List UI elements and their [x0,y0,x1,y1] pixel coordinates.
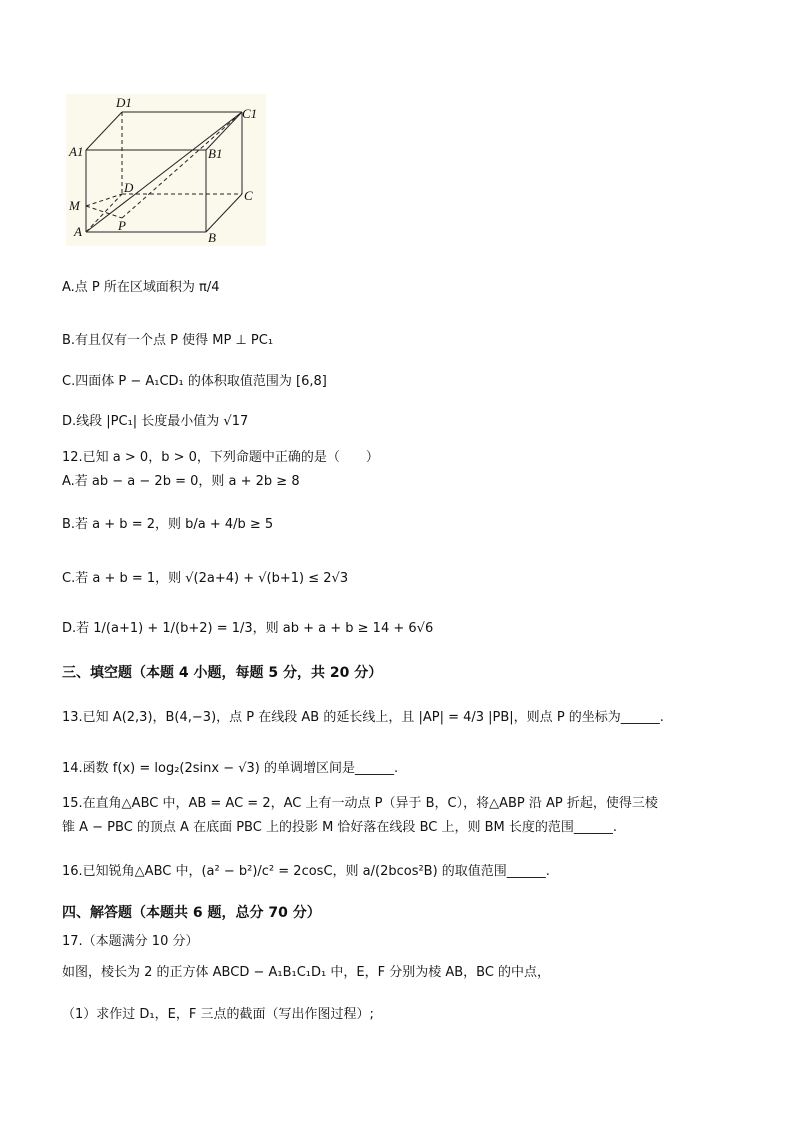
segment-mp [86,206,122,218]
label-d: D [124,180,134,195]
edge-bc [206,194,242,232]
q12-option-a: A.若 ab − a − 2b = 0，则 a + 2b ≥ 8 [62,474,300,489]
label-b1: B1 [208,146,223,161]
q17-body: 如图，棱长为 2 的正方体 ABCD − A₁B₁C₁D₁ 中，E，F 分别为棱 AB，BC 的中点， [62,965,551,980]
q17-part1: （1）求作过 D₁，E，F 三点的截面（写出作图过程）; [62,1007,374,1022]
q11-option-a: A.点 P 所在区域面积为 π/4 [62,280,220,295]
section-3-heading: 三、填空题（本题 4 小题，每题 5 分，共 20 分） [62,665,383,681]
q15-line1: 15.在直角△ABC 中，AB = AC = 2，AC 上有一动点 P（异于 B，C），将△ABP 沿 AP 折起，使得三棱 [62,796,658,811]
label-p: P [118,218,126,233]
edge-b1c1 [206,112,242,150]
edge-a1d1 [86,112,122,150]
q15-line2: 锥 A − PBC 的顶点 A 在底面 PBC 上的投影 M 恰好落在线段 BC 上，则 BM 长度的范围______. [62,820,617,835]
label-c1: C1 [242,106,258,121]
q17-head: 17.（本题满分 10 分） [62,934,199,949]
q13-text: 13.已知 A(2,3)，B(4,−3)，点 P 在线段 AB 的延长线上，且 |AP| = 4/3 |PB|，则点 P 的坐标为______. [62,710,664,725]
label-c: C [244,188,253,203]
cuboid-diagram [66,94,266,246]
q12-stem: 12.已知 a > 0，b > 0，下列命题中正确的是（ ） [62,450,379,465]
section-4-heading: 四、解答题（本题共 6 题，总分 70 分） [62,905,321,921]
label-m: M [69,198,80,213]
q11-option-b: B.有且仅有一个点 P 使得 MP ⊥ PC₁ [62,333,274,348]
q14-text: 14.函数 f(x) = log₂(2sinx − √3) 的单调增区间是______. [62,761,399,776]
edge-ad [86,194,122,232]
label-a1: A1 [69,144,84,159]
q16-text: 16.已知锐角△ABC 中，(a² − b²)/c² = 2cosC，则 a/(2bcos²B) 的取值范围______. [62,864,550,879]
label-a: A [74,224,82,239]
q12-option-d: D.若 1/(a+1) + 1/(b+2) = 1/3，则 ab + a + b ≥ 14 + 6√6 [62,621,434,636]
q11-option-c: C.四面体 P − A₁CD₁ 的体积取值范围为 [6,8] [62,374,327,389]
q12-option-b: B.若 a + b = 2，则 b/a + 4/b ≥ 5 [62,517,274,532]
label-d1: D1 [116,95,132,110]
label-b: B [208,230,216,245]
q11-option-d: D.线段 |PC₁| 长度最小值为 √17 [62,414,249,429]
cuboid-figure [66,94,266,246]
segment-pc1 [122,112,242,218]
q12-option-c: C.若 a + b = 1，则 √(2a+4) + √(b+1) ≤ 2√3 [62,571,349,586]
